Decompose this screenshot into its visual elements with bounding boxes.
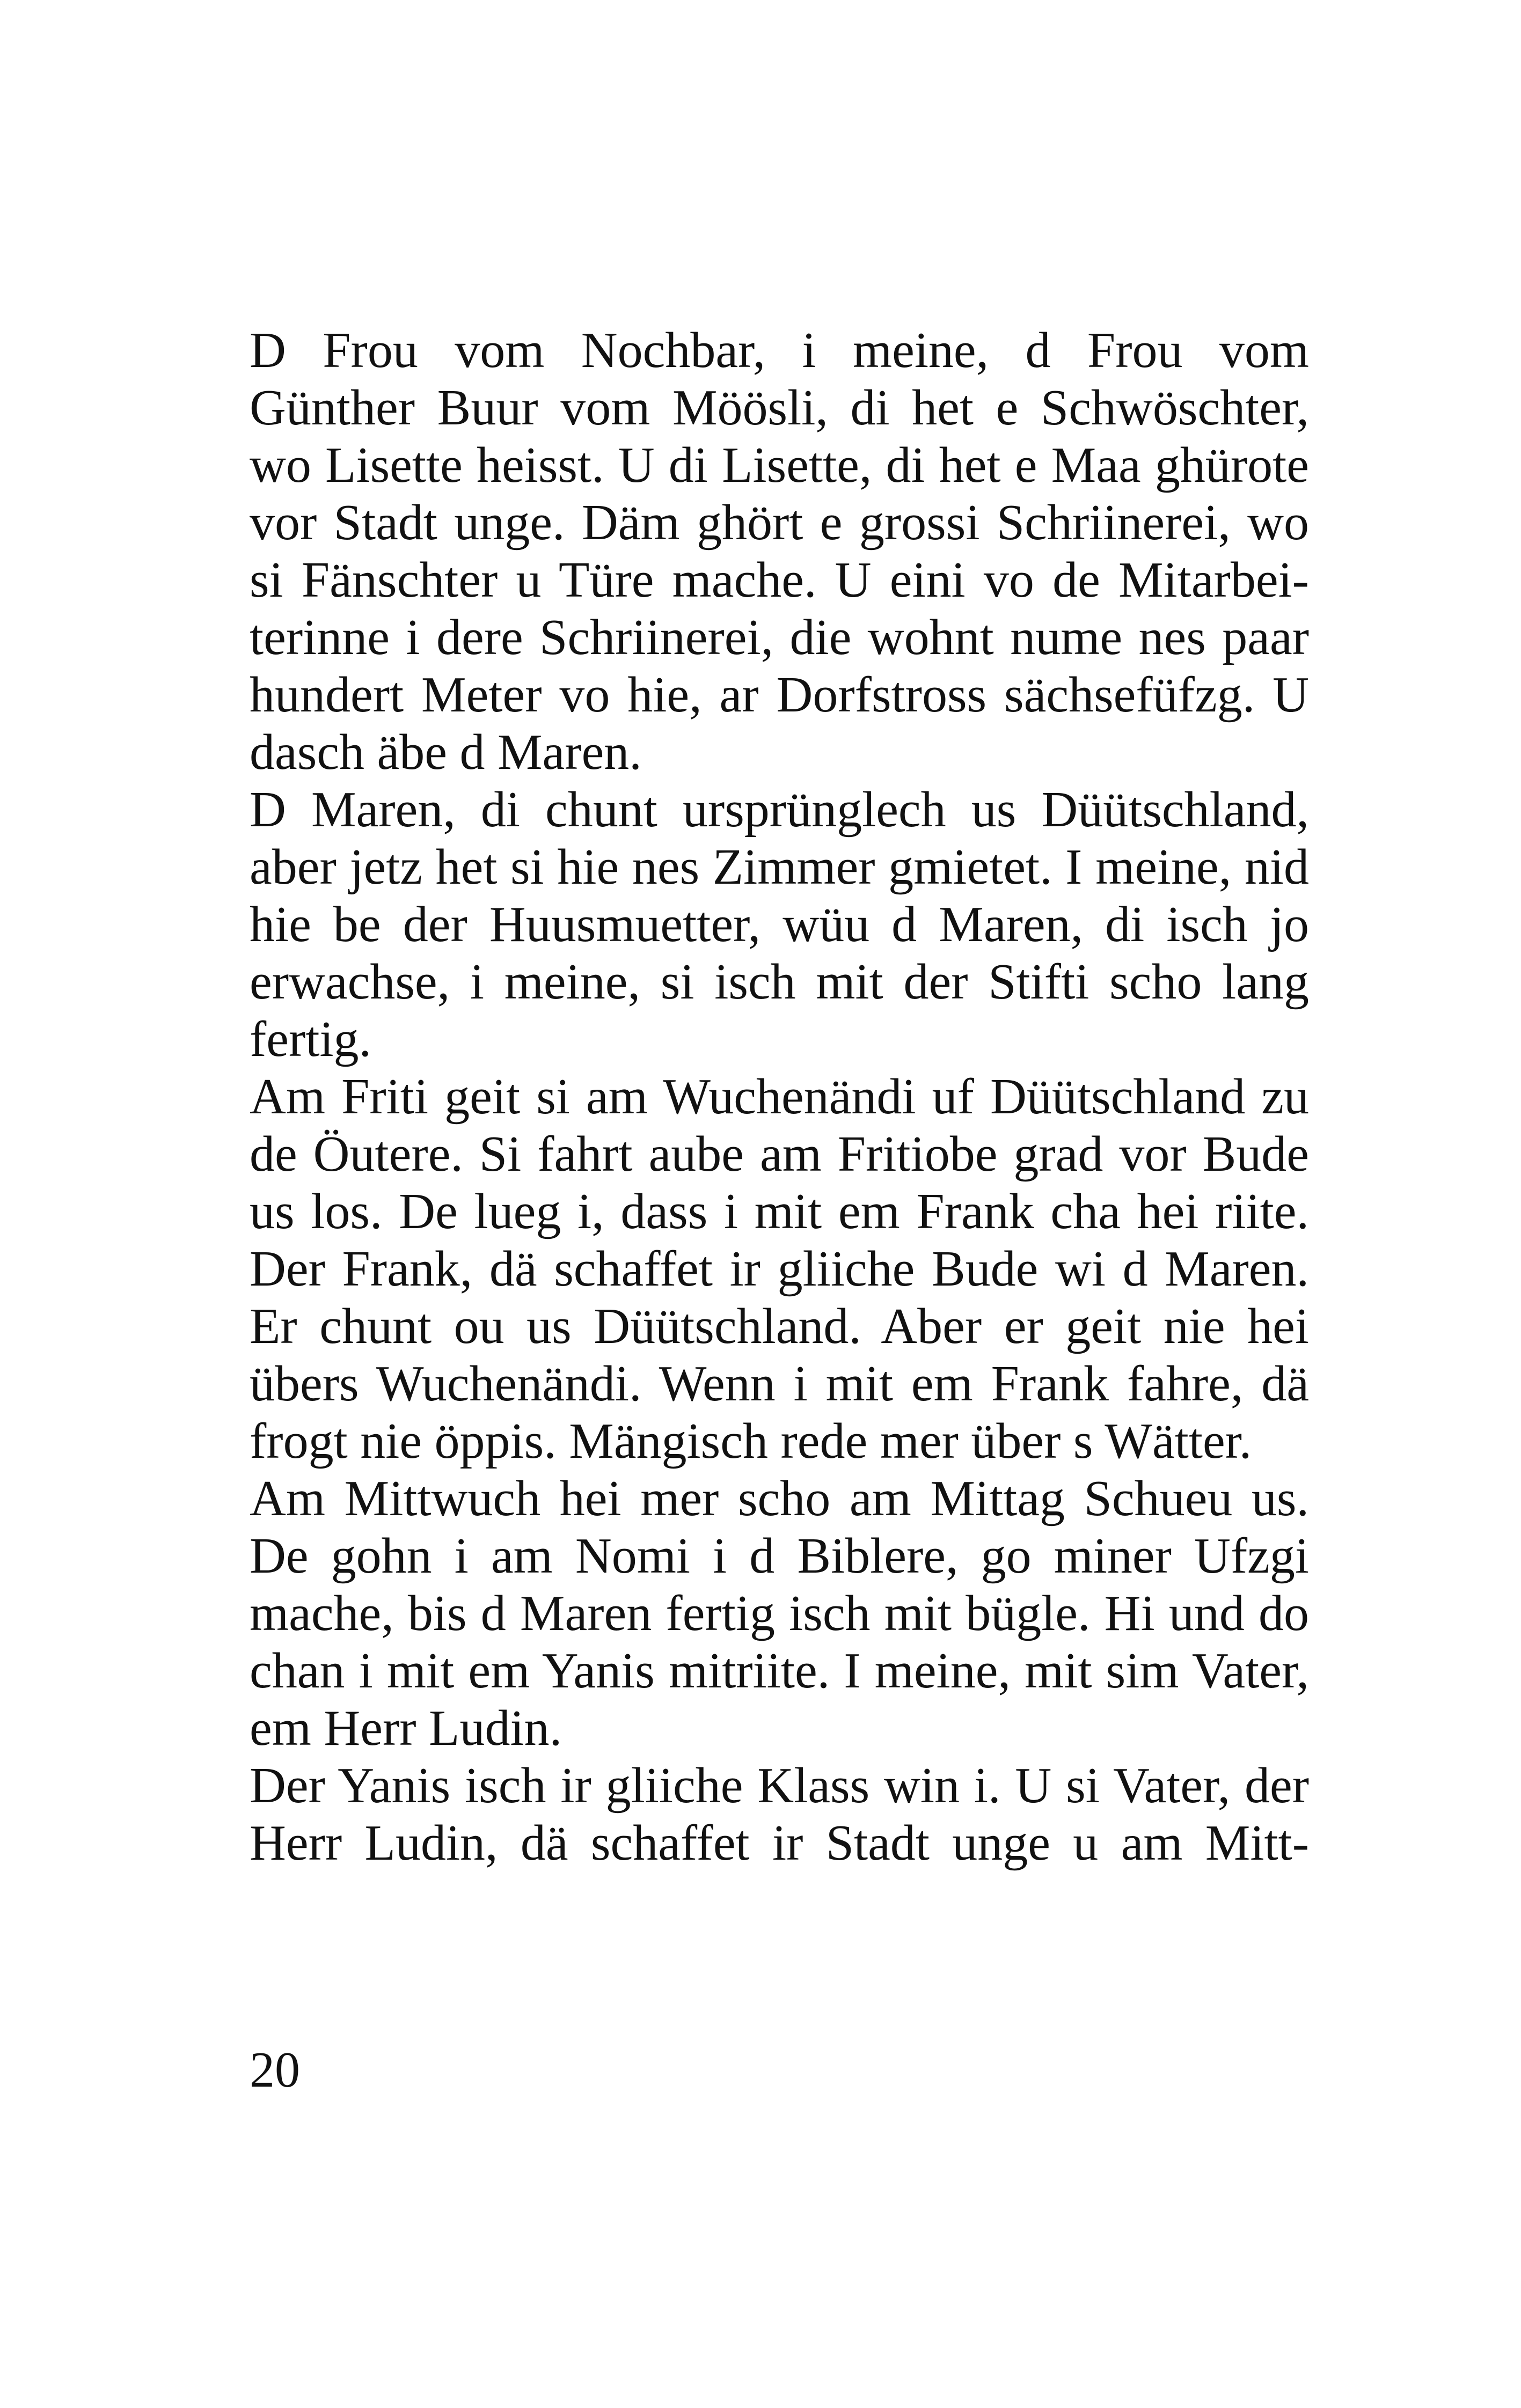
text-line: mache, bis d Maren fertig isch mit bügle. Hi und do bbox=[250, 1585, 1309, 1641]
text-line: de Öutere. Si fahrt aube am Fritiobe grad vor Bude bbox=[250, 1126, 1309, 1182]
text-line: Am Mittwuch hei mer scho am Mittag Schueu us. bbox=[250, 1471, 1309, 1526]
text-line: terinne i dere Schriinerei, die wohnt nume nes paar bbox=[250, 610, 1309, 665]
text-line: hie be der Huusmuetter, wüu d Maren, di isch jo bbox=[250, 897, 1309, 952]
text-line: Der Frank, dä schaffet ir gliiche Bude wi d Maren. bbox=[250, 1241, 1309, 1297]
text-line: Herr Ludin, dä schaffet ir Stadt unge u am Mitt- bbox=[250, 1815, 1309, 1871]
page-number: 20 bbox=[250, 2042, 300, 2098]
text-line: frogt nie öppis. Mängisch rede mer über s Wätter. bbox=[250, 1413, 1252, 1469]
text-line: aber jetz het si hie nes Zimmer gmietet. I meine, nid bbox=[250, 839, 1309, 895]
text-line: erwachse, i meine, si isch mit der Stifti scho lang bbox=[250, 954, 1309, 1010]
text-line: em Herr Ludin. bbox=[250, 1700, 562, 1756]
text-line: übers Wuchenändi. Wenn i mit em Frank fahre, dä bbox=[250, 1356, 1309, 1412]
body-text bbox=[250, 322, 1309, 1872]
text-line: us los. De lueg i, dass i mit em Frank cha hei riite. bbox=[250, 1184, 1309, 1239]
text-line: Der Yanis isch ir gliiche Klass win i. U si Vater, der bbox=[250, 1758, 1309, 1814]
text-line: D Frou vom Nochbar, i meine, d Frou vom bbox=[250, 322, 1309, 378]
text-line: dasch äbe d Maren. bbox=[250, 724, 642, 780]
text-line: De gohn i am Nomi i d Biblere, go miner Ufzgi bbox=[250, 1528, 1309, 1584]
text-line: hundert Meter vo hie, ar Dorfstross sächsefüfzg. U bbox=[250, 667, 1309, 723]
text-line: wo Lisette heisst. U di Lisette, di het e Maa ghürote bbox=[250, 437, 1309, 493]
text-line: Am Friti geit si am Wuchenändi uf Düütschland zu bbox=[250, 1069, 1309, 1125]
text-line: vor Stadt unge. Däm ghört e grossi Schriinerei, wo bbox=[250, 495, 1309, 550]
text-line: D Maren, di chunt ursprünglech us Düütschland, bbox=[250, 782, 1309, 838]
text-line: si Fänschter u Türe mache. U eini vo de Mitarbei- bbox=[250, 552, 1309, 608]
text-line: fertig. bbox=[250, 1011, 372, 1067]
text-line: Günther Buur vom Möösli, di het e Schwöschter, bbox=[250, 380, 1309, 436]
text-line: Er chunt ou us Düütschland. Aber er geit nie hei bbox=[250, 1298, 1309, 1354]
text-line: chan i mit em Yanis mitriite. I meine, mit sim Vater, bbox=[250, 1643, 1309, 1699]
